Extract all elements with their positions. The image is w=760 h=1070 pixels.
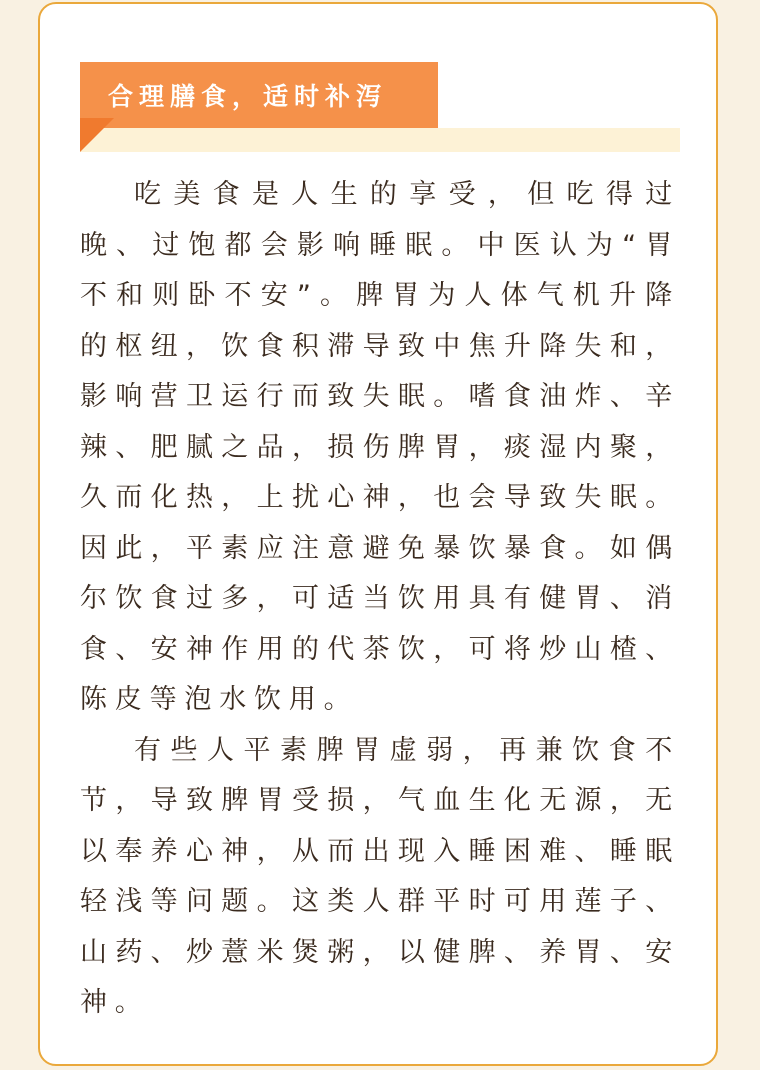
paragraph-1: 吃美食是人生的享受，但吃得过晚、过饱都会影响睡眠。中医认为“胃不和则卧不安”。脾胃为人体气机升降的枢纽，饮食积滞导致中焦升降失和，影响营卫运行而致失眠。嗜食油炸、辛辣、肥腻之品，损伤脾胃，痰湿内聚，久而化热，上扰心神，也会导致失眠。因此，平素应注意避免暴饮暴食。如偶尔饮食过多，可适当饮用具有健胃、消食、安神作用的代茶饮，可将炒山楂、陈皮等泡水饮用。: [80, 179, 680, 715]
title-underline-stripe: [80, 128, 680, 152]
section-title-banner: [80, 62, 438, 128]
section-title: 合理膳食，适时补泻: [108, 82, 388, 111]
paragraph-2: 有些人平素脾胃虚弱，再兼饮食不节，导致脾胃受损，气血生化无源，无以奉养心神，从而出现入睡困难、睡眠轻浅等问题。这类人群平时可用莲子、山药、炒薏米煲粥，以健脾、养胃、安神。: [80, 734, 680, 1018]
article-body: [80, 170, 680, 1029]
title-fold-corner: [80, 118, 114, 152]
